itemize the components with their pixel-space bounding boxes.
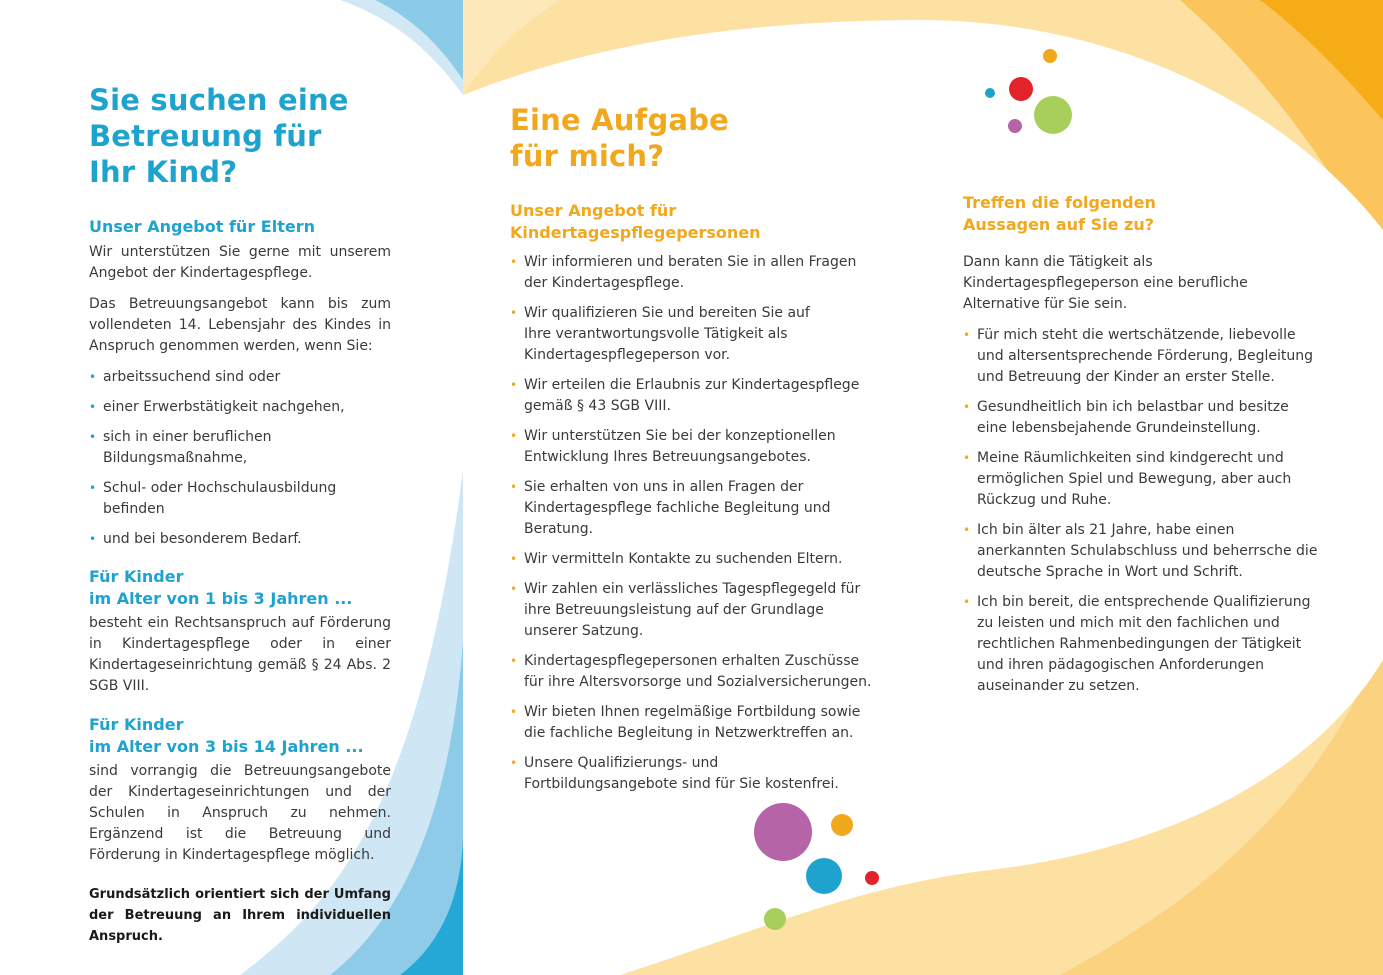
dot-orange-top [1043,49,1057,63]
list-item: • Sie erhalten von uns in allen Fragen der Kindertagespflege fachliche Begleitung und Beratung. [510,477,872,540]
kids-3-14-title [89,714,391,758]
caregiver-offer-title-line: Kindertagespflegepersonen [510,223,761,242]
list-item: • Wir informieren und beraten Sie in allen Fragen der Kindertagespflege. [510,252,872,294]
requirements-intro: Dann kann die Tätigkeit als Kindertagespflegeperson eine berufliche Alternative für Sie sein. [963,254,1248,312]
closing-statement: Grundsätzlich orientiert sich der Umfang der Betreuung an Ihrem individuellen Anspruch. [89,887,391,944]
kids-1-3-text: besteht ein Rechtsanspruch auf Förderung in Kindertagespflege oder in einer Kindertageseinrichtung gemäß § 24 Abs. 2 SGB VIII. [89,615,391,694]
dot-green-bottom [764,908,786,930]
caregiver-offer-title-line: Unser Angebot für [510,201,677,220]
list-item: • Wir unterstützen Sie bei der konzeptionellen Entwicklung Ihres Betreuungsangebotes. [510,426,872,468]
list-item: • sich in einer beruflichen Bildungsmaßnahme, [89,427,391,469]
caregiver-offer-list [510,252,872,795]
dot-red-top [1009,77,1033,101]
list-item: • Meine Räumlichkeiten sind kindgerecht und ermöglichen Spiel und Bewegung, aber auch Rückzug und Ruhe. [963,448,1321,511]
left-panel [89,82,391,947]
dot-green-top [1034,96,1072,134]
list-item: • Unsere Qualifizierungs- und Fortbildungsangebote sind für Sie kostenfrei. [510,753,872,795]
list-item: • Wir zahlen ein verlässliches Tagespflegegeld für ihre Betreuungsleistung auf der Grundlage unserer Satzung. [510,579,872,642]
requirements-list [963,325,1321,697]
list-item: • Wir erteilen die Erlaubnis zur Kindertagespflege gemäß § 43 SGB VIII. [510,375,872,417]
conditions-list [89,367,391,550]
kids-1-3-title [89,566,391,610]
list-item: • Für mich steht die wertschätzende, liebevolle und altersentsprechende Förderung, Begleitung und Betreuung der Kinder an erster Stelle. [963,325,1321,388]
dot-purple-top [1008,119,1022,133]
right-panel [963,192,1321,697]
list-item: • Wir qualifizieren Sie und bereiten Sie auf Ihre verantwortungsvolle Tätigkeit als Kindertagespflegeperson vor. [510,303,872,366]
requirements-title-line: Treffen die folgenden [963,193,1156,212]
list-item: • einer Erwerbstätigkeit nachgehen, [89,397,391,418]
dot-blue-bottom [806,858,842,894]
kids-3-14-title-line: Für Kinder [89,715,184,734]
middle-heading [510,102,872,174]
caregiver-offer-title [510,200,872,244]
list-item: • arbeitssuchend sind oder [89,367,391,388]
dot-purple-bottom [754,803,812,861]
requirements-title [963,192,1321,236]
dot-blue-top [985,88,995,98]
list-item: • Gesundheitlich bin ich belastbar und besitze eine lebensbejahende Grundeinstellung. [963,397,1321,439]
left-heading-line: Ihr Kind? [89,155,238,189]
list-item: • Schul- oder Hochschulausbildung befinden [89,478,391,520]
left-heading [89,82,391,190]
middle-heading-line: Eine Aufgabe [510,103,730,137]
parents-offer-title: Unser Angebot für Eltern [89,217,315,236]
list-item: • Kindertagespflegepersonen erhalten Zuschüsse für ihre Altersvorsorge und Sozialversicherungen. [510,651,872,693]
list-item: • Wir vermitteln Kontakte zu suchenden Eltern. [510,549,872,570]
left-heading-line: Sie suchen eine [89,83,349,117]
list-item: • Wir bieten Ihnen regelmäßige Fortbildung sowie die fachliche Begleitung in Netzwerktreffen an. [510,702,872,744]
kids-3-14-text: sind vorrangig die Betreuungsangebote der Kindertageseinrichtungen und der Schulen in Anspruch zu nehmen. Ergänzend ist die Betreuung und Förderung in Kindertagespflege möglich. [89,763,391,863]
kids-1-3-title-line: Für Kinder [89,567,184,586]
list-item: • Ich bin bereit, die entsprechende Qualifizierung zu leisten und mich mit den fachlichen und rechtlichen Rahmenbedingungen der Tätigkeit und ihren pädagogischen Anforderungen auseinander zu setzen. [963,592,1321,697]
left-heading-line: Betreuung für [89,119,322,153]
dot-orange-bottom [831,814,853,836]
parents-intro: Wir unterstützen Sie gerne mit unserem Angebot der Kindertagespflege. [89,244,391,281]
kids-3-14-title-line: im Alter von 3 bis 14 Jahren ... [89,737,364,756]
list-item: • und bei besonderem Bedarf. [89,529,391,550]
requirements-title-line: Aussagen auf Sie zu? [963,215,1155,234]
parents-conditions-para: Das Betreuungsangebot kann bis zum vollendeten 14. Lebensjahr des Kindes in Anspruch genommen werden, wenn Sie: [89,296,391,354]
list-item: • Ich bin älter als 21 Jahre, habe einen anerkannten Schulabschluss und beherrsche die deutsche Sprache in Wort und Schrift. [963,520,1321,583]
middle-panel [510,102,872,795]
kids-1-3-title-line: im Alter von 1 bis 3 Jahren ... [89,589,353,608]
middle-heading-line: für mich? [510,139,665,173]
dot-red-bottom [865,871,879,885]
